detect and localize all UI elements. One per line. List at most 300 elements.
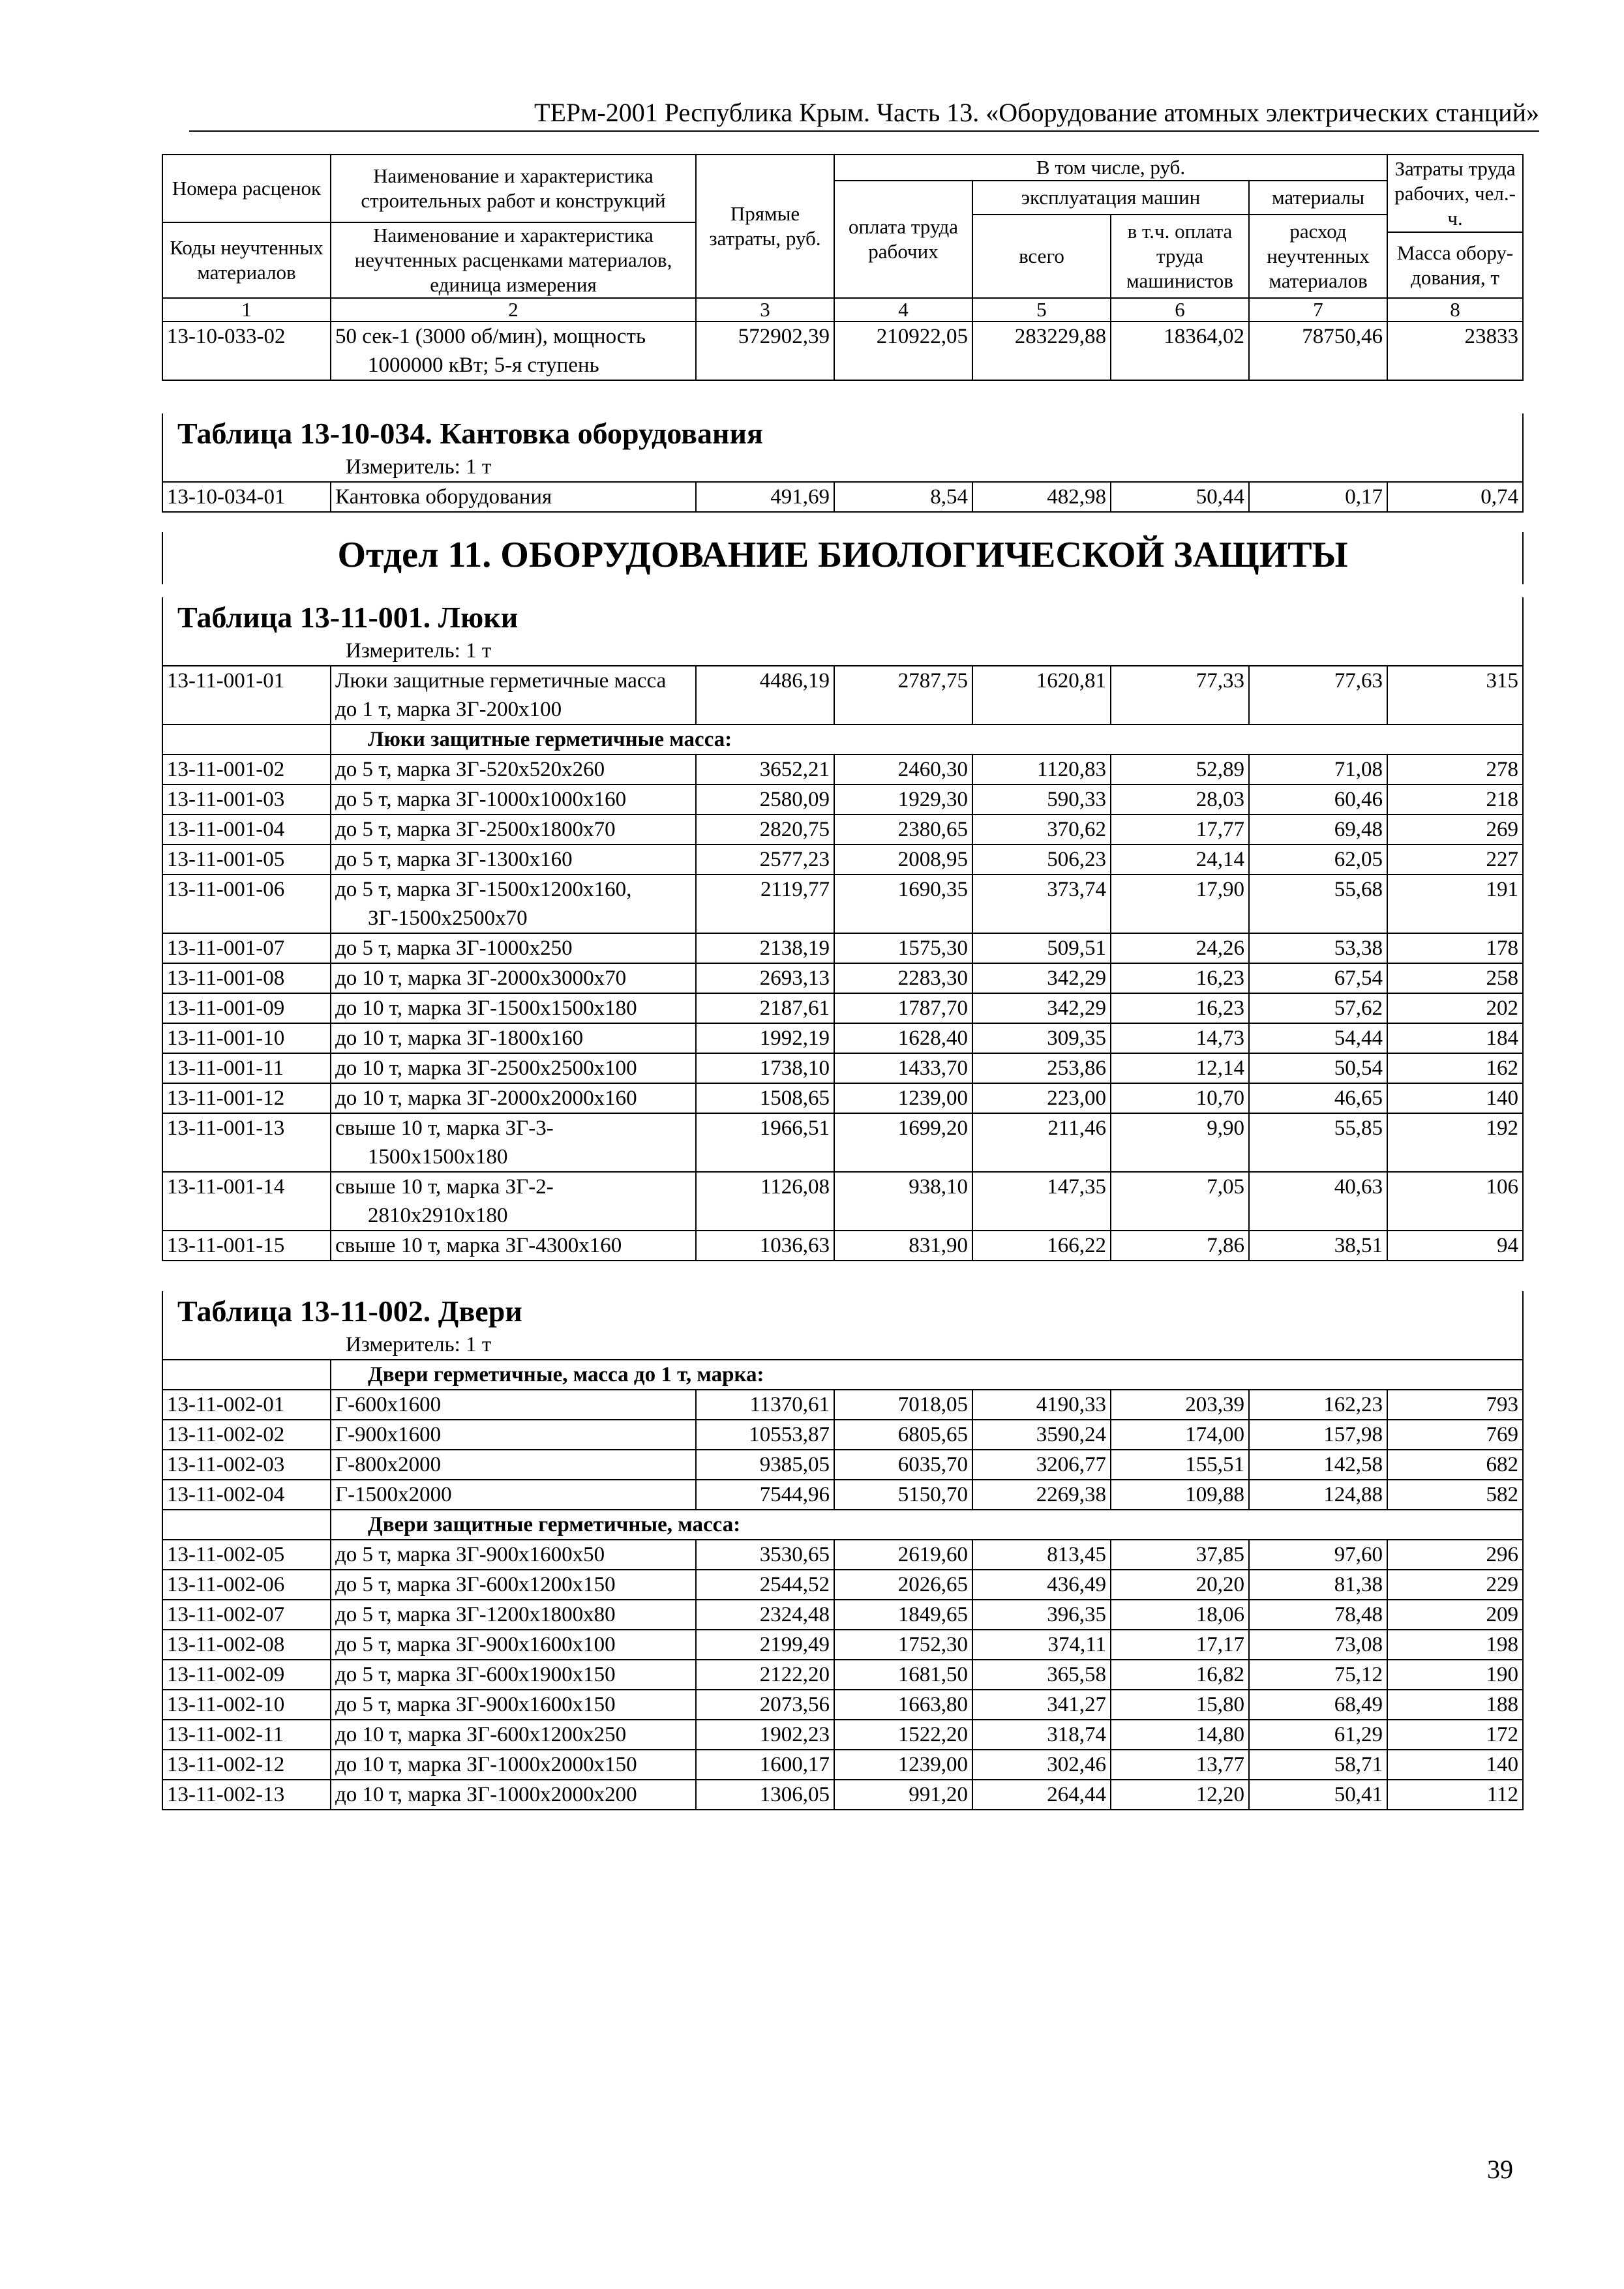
value-cell: 184 <box>1387 1023 1523 1053</box>
value-cell: 1966,51 <box>696 1113 834 1172</box>
value-cell: 7018,05 <box>834 1390 972 1420</box>
value-cell: 2380,65 <box>834 815 972 845</box>
value-cell: 178 <box>1387 933 1523 963</box>
spacer <box>162 1261 1523 1291</box>
value-cell: 436,49 <box>972 1570 1111 1600</box>
price-table <box>162 154 1524 1810</box>
value-cell: 296 <box>1387 1540 1523 1570</box>
value-cell: 75,12 <box>1249 1660 1387 1690</box>
work-name: до 10 т, марка ЗГ-1000х2000х150 <box>331 1750 696 1780</box>
rate-code: 13-10-034-01 <box>162 482 331 512</box>
value-cell: 174,00 <box>1111 1420 1249 1450</box>
table-title-row <box>162 1291 1523 1330</box>
value-cell: 283229,88 <box>972 322 1111 380</box>
value-cell: 2619,60 <box>834 1540 972 1570</box>
value-cell: 14,73 <box>1111 1023 1249 1053</box>
header-materials-sub: расход неучтенных материалов <box>1249 215 1387 298</box>
value-cell: 509,51 <box>972 933 1111 963</box>
value-cell: 2787,75 <box>834 666 972 725</box>
work-name: до 10 т, марка ЗГ-2500х2500х100 <box>331 1053 696 1083</box>
value-cell: 1690,35 <box>834 875 972 933</box>
table-title: Таблица 13-10-034. Кантовка оборудования <box>162 413 1523 453</box>
group-heading: Люки защитные герметичные масса: <box>331 725 1523 755</box>
value-cell: 1681,50 <box>834 1660 972 1690</box>
work-name: свыше 10 т, марка ЗГ-4300х160 <box>331 1231 696 1261</box>
value-cell: 506,23 <box>972 845 1111 875</box>
table-row <box>162 1690 1523 1720</box>
value-cell: 112 <box>1387 1780 1523 1810</box>
value-cell: 58,71 <box>1249 1750 1387 1780</box>
value-cell: 191 <box>1387 875 1523 933</box>
measure-row <box>162 1330 1523 1360</box>
rate-code: 13-11-002-06 <box>162 1570 331 1600</box>
column-number: 6 <box>1111 298 1249 322</box>
work-name: Г-1500х2000 <box>331 1480 696 1510</box>
value-cell: 0,74 <box>1387 482 1523 512</box>
value-cell: 46,65 <box>1249 1083 1387 1113</box>
header-rule <box>189 130 1539 132</box>
value-cell: 50,54 <box>1249 1053 1387 1083</box>
header-labor-pay: оплата труда рабочих <box>834 181 972 298</box>
value-cell: 813,45 <box>972 1540 1111 1570</box>
value-cell: 77,63 <box>1249 666 1387 725</box>
value-cell: 55,68 <box>1249 875 1387 933</box>
group-heading: Двери защитные герметичные, масса: <box>331 1510 1523 1540</box>
value-cell: 370,62 <box>972 815 1111 845</box>
table-row <box>162 933 1523 963</box>
table-row <box>162 1390 1523 1420</box>
value-cell: 77,33 <box>1111 666 1249 725</box>
rate-code: 13-11-001-09 <box>162 993 331 1023</box>
value-cell: 2119,77 <box>696 875 834 933</box>
value-cell: 7,05 <box>1111 1172 1249 1231</box>
rate-code: 13-11-001-13 <box>162 1113 331 1172</box>
value-cell: 3530,65 <box>696 1540 834 1570</box>
value-cell: 4486,19 <box>696 666 834 725</box>
rate-code: 13-11-001-15 <box>162 1231 331 1261</box>
value-cell: 769 <box>1387 1420 1523 1450</box>
work-name: Люки защитные герметичные масса до 1 т, марка ЗГ-200х100 <box>331 666 696 725</box>
column-number: 1 <box>162 298 331 322</box>
rate-code: 13-11-002-01 <box>162 1390 331 1420</box>
value-cell: 1433,70 <box>834 1053 972 1083</box>
value-cell: 57,62 <box>1249 993 1387 1023</box>
value-cell: 1600,17 <box>696 1750 834 1780</box>
work-name: до 5 т, марка ЗГ-900х1600х100 <box>331 1630 696 1660</box>
value-cell: 7544,96 <box>696 1480 834 1510</box>
value-cell: 78750,46 <box>1249 322 1387 380</box>
table-row <box>162 1083 1523 1113</box>
price-table-frame <box>162 154 1522 2118</box>
rate-code: 13-11-002-07 <box>162 1600 331 1630</box>
value-cell: 342,29 <box>972 993 1111 1023</box>
value-cell: 14,80 <box>1111 1720 1249 1750</box>
value-cell: 53,38 <box>1249 933 1387 963</box>
value-cell: 17,77 <box>1111 815 1249 845</box>
value-cell: 590,33 <box>972 785 1111 815</box>
spacer <box>162 584 1523 597</box>
value-cell: 2138,19 <box>696 933 834 963</box>
group-code-empty <box>162 725 331 755</box>
value-cell: 2122,20 <box>696 1660 834 1690</box>
work-name: до 5 т, марка ЗГ-1000х250 <box>331 933 696 963</box>
work-name: до 5 т, марка ЗГ-900х1600х50 <box>331 1540 696 1570</box>
value-cell: 1036,63 <box>696 1231 834 1261</box>
value-cell: 2580,09 <box>696 785 834 815</box>
column-numbers-row <box>162 298 1523 322</box>
value-cell: 109,88 <box>1111 1480 1249 1510</box>
value-cell: 396,35 <box>972 1600 1111 1630</box>
value-cell: 157,98 <box>1249 1420 1387 1450</box>
table-title-row <box>162 597 1523 636</box>
value-cell: 73,08 <box>1249 1630 1387 1660</box>
measure-row <box>162 453 1523 482</box>
header-including: В том числе, руб. <box>834 155 1387 181</box>
work-name: до 10 т, марка ЗГ-2000х3000х70 <box>331 963 696 993</box>
rate-code: 13-11-001-10 <box>162 1023 331 1053</box>
value-cell: 1929,30 <box>834 785 972 815</box>
value-cell: 365,58 <box>972 1660 1111 1690</box>
header-machines-total: всего <box>972 215 1111 298</box>
value-cell: 253,86 <box>972 1053 1111 1083</box>
work-name: 50 сек-1 (3000 об/мин), мощность 1000000 кВт; 5-я ступень <box>331 322 696 380</box>
value-cell: 16,23 <box>1111 963 1249 993</box>
table-row <box>162 1420 1523 1450</box>
table-row <box>162 322 1523 380</box>
value-cell: 374,11 <box>972 1630 1111 1660</box>
header-direct-costs: Прямые затраты, руб. <box>696 155 834 298</box>
value-cell: 10,70 <box>1111 1083 1249 1113</box>
value-cell: 15,80 <box>1111 1690 1249 1720</box>
value-cell: 12,20 <box>1111 1780 1249 1810</box>
value-cell: 6805,65 <box>834 1420 972 1450</box>
value-cell: 2269,38 <box>972 1480 1111 1510</box>
page-number: 39 <box>1487 2155 1513 2184</box>
value-cell: 1628,40 <box>834 1023 972 1053</box>
table-row <box>162 963 1523 993</box>
measure-row <box>162 636 1523 666</box>
value-cell: 373,74 <box>972 875 1111 933</box>
work-name: до 5 т, марка ЗГ-600х1200х150 <box>331 1570 696 1600</box>
value-cell: 229 <box>1387 1570 1523 1600</box>
header-name-bottom: Наименование и характеристика неучтенных расценками материалов, единица измерения <box>331 222 696 298</box>
value-cell: 155,51 <box>1111 1450 1249 1480</box>
spacer <box>162 512 1523 532</box>
spacer-row <box>162 512 1523 532</box>
value-cell: 106 <box>1387 1172 1523 1231</box>
value-cell: 209 <box>1387 1600 1523 1630</box>
value-cell: 97,60 <box>1249 1540 1387 1570</box>
value-cell: 13,77 <box>1111 1750 1249 1780</box>
table-row <box>162 1172 1523 1231</box>
measure: Измеритель: 1 т <box>162 1330 1523 1360</box>
rate-code: 13-11-001-08 <box>162 963 331 993</box>
group-row <box>162 1360 1523 1390</box>
header-codes-bottom: Коды неучтенных материалов <box>162 222 331 298</box>
value-cell: 147,35 <box>972 1172 1111 1231</box>
value-cell: 2544,52 <box>696 1570 834 1600</box>
table-row <box>162 993 1523 1023</box>
table-header <box>162 155 1523 322</box>
work-name: до 5 т, марка ЗГ-900х1600х150 <box>331 1690 696 1720</box>
value-cell: 198 <box>1387 1630 1523 1660</box>
table-row <box>162 1480 1523 1510</box>
value-cell: 94 <box>1387 1231 1523 1261</box>
table-row <box>162 755 1523 785</box>
value-cell: 278 <box>1387 755 1523 785</box>
value-cell: 2577,23 <box>696 845 834 875</box>
value-cell: 211,46 <box>972 1113 1111 1172</box>
value-cell: 210922,05 <box>834 322 972 380</box>
rate-code: 13-11-001-14 <box>162 1172 331 1231</box>
table-body <box>162 322 1523 1810</box>
rate-code: 13-11-002-08 <box>162 1630 331 1660</box>
value-cell: 315 <box>1387 666 1523 725</box>
value-cell: 140 <box>1387 1083 1523 1113</box>
value-cell: 55,85 <box>1249 1113 1387 1172</box>
value-cell: 38,51 <box>1249 1231 1387 1261</box>
value-cell: 10553,87 <box>696 1420 834 1450</box>
value-cell: 140 <box>1387 1750 1523 1780</box>
value-cell: 1120,83 <box>972 755 1111 785</box>
group-code-empty <box>162 1510 331 1540</box>
work-name: до 10 т, марка ЗГ-600х1200х250 <box>331 1720 696 1750</box>
value-cell: 2460,30 <box>834 755 972 785</box>
value-cell: 2199,49 <box>696 1630 834 1660</box>
table-row <box>162 1540 1523 1570</box>
value-cell: 1306,05 <box>696 1780 834 1810</box>
value-cell: 162,23 <box>1249 1390 1387 1420</box>
value-cell: 1738,10 <box>696 1053 834 1083</box>
value-cell: 68,49 <box>1249 1690 1387 1720</box>
value-cell: 24,26 <box>1111 933 1249 963</box>
value-cell: 258 <box>1387 963 1523 993</box>
value-cell: 20,20 <box>1111 1570 1249 1600</box>
value-cell: 202 <box>1387 993 1523 1023</box>
table-row <box>162 875 1523 933</box>
table-row <box>162 1780 1523 1810</box>
rate-code: 13-11-001-03 <box>162 785 331 815</box>
table-row <box>162 815 1523 845</box>
value-cell: 162 <box>1387 1053 1523 1083</box>
value-cell: 1992,19 <box>696 1023 834 1053</box>
value-cell: 309,35 <box>972 1023 1111 1053</box>
value-cell: 24,14 <box>1111 845 1249 875</box>
value-cell: 1522,20 <box>834 1720 972 1750</box>
table-row <box>162 482 1523 512</box>
value-cell: 2324,48 <box>696 1600 834 1630</box>
table-row <box>162 1450 1523 1480</box>
value-cell: 28,03 <box>1111 785 1249 815</box>
value-cell: 482,98 <box>972 482 1111 512</box>
work-name: до 10 т, марка ЗГ-1000х2000х200 <box>331 1780 696 1810</box>
spacer-row <box>162 584 1523 597</box>
rate-code: 13-11-001-05 <box>162 845 331 875</box>
work-name: до 10 т, марка ЗГ-1800х160 <box>331 1023 696 1053</box>
value-cell: 831,90 <box>834 1231 972 1261</box>
work-name: до 5 т, марка ЗГ-1300х160 <box>331 845 696 875</box>
value-cell: 23833 <box>1387 322 1523 380</box>
column-number: 8 <box>1387 298 1523 322</box>
value-cell: 9,90 <box>1111 1113 1249 1172</box>
value-cell: 1126,08 <box>696 1172 834 1231</box>
value-cell: 81,38 <box>1249 1570 1387 1600</box>
work-name: до 5 т, марка ЗГ-1200х1800х80 <box>331 1600 696 1630</box>
value-cell: 227 <box>1387 845 1523 875</box>
value-cell: 67,54 <box>1249 963 1387 993</box>
rate-code: 13-11-002-02 <box>162 1420 331 1450</box>
section-title: Отдел 11. ОБОРУДОВАНИЕ БИОЛОГИЧЕСКОЙ ЗАЩИТЫ <box>162 532 1523 584</box>
value-cell: 0,17 <box>1249 482 1387 512</box>
value-cell: 37,85 <box>1111 1540 1249 1570</box>
value-cell: 188 <box>1387 1690 1523 1720</box>
section-title-row <box>162 532 1523 584</box>
column-number: 5 <box>972 298 1111 322</box>
rate-code: 13-11-001-12 <box>162 1083 331 1113</box>
value-cell: 4190,33 <box>972 1390 1111 1420</box>
value-cell: 1508,65 <box>696 1083 834 1113</box>
rate-code: 13-11-002-05 <box>162 1540 331 1570</box>
value-cell: 2008,95 <box>834 845 972 875</box>
running-header: ТЕРм-2001 Республика Крым. Часть 13. «Оборудование атомных электрических станций» <box>534 98 1539 127</box>
value-cell: 61,29 <box>1249 1720 1387 1750</box>
value-cell: 142,58 <box>1249 1450 1387 1480</box>
value-cell: 166,22 <box>972 1231 1111 1261</box>
value-cell: 17,17 <box>1111 1630 1249 1660</box>
table-row <box>162 1231 1523 1261</box>
value-cell: 18,06 <box>1111 1600 1249 1630</box>
header-materials: материалы <box>1249 181 1387 215</box>
value-cell: 9385,05 <box>696 1450 834 1480</box>
rate-code: 13-11-001-11 <box>162 1053 331 1083</box>
value-cell: 342,29 <box>972 963 1111 993</box>
value-cell: 1239,00 <box>834 1083 972 1113</box>
rate-code: 13-11-001-04 <box>162 815 331 845</box>
value-cell: 60,46 <box>1249 785 1387 815</box>
value-cell: 50,44 <box>1111 482 1249 512</box>
value-cell: 16,23 <box>1111 993 1249 1023</box>
value-cell: 1849,65 <box>834 1600 972 1630</box>
value-cell: 491,69 <box>696 482 834 512</box>
value-cell: 1787,70 <box>834 993 972 1023</box>
value-cell: 3652,21 <box>696 755 834 785</box>
rate-code: 13-11-002-11 <box>162 1720 331 1750</box>
value-cell: 2820,75 <box>696 815 834 845</box>
work-name: Г-600х1600 <box>331 1390 696 1420</box>
table-row <box>162 1660 1523 1690</box>
value-cell: 582 <box>1387 1480 1523 1510</box>
value-cell: 793 <box>1387 1390 1523 1420</box>
value-cell: 318,74 <box>972 1720 1111 1750</box>
group-row <box>162 725 1523 755</box>
value-cell: 8,54 <box>834 482 972 512</box>
value-cell: 40,63 <box>1249 1172 1387 1231</box>
table-title: Таблица 13-11-001. Люки <box>162 597 1523 636</box>
header-machines: эксплуатация машин <box>972 181 1249 215</box>
header-name-top: Наименование и характеристика строительных работ и конструкций <box>331 155 696 222</box>
value-cell: 1902,23 <box>696 1720 834 1750</box>
table-row <box>162 1023 1523 1053</box>
value-cell: 1752,30 <box>834 1630 972 1660</box>
table-row <box>162 1113 1523 1172</box>
value-cell: 302,46 <box>972 1750 1111 1780</box>
header-equipment-mass: Масса обору- дования, т <box>1387 232 1523 298</box>
value-cell: 1239,00 <box>834 1750 972 1780</box>
value-cell: 124,88 <box>1249 1480 1387 1510</box>
value-cell: 2073,56 <box>696 1690 834 1720</box>
header-machinists-pay: в т.ч. оплата труда машинистов <box>1111 215 1249 298</box>
work-name: до 5 т, марка ЗГ-1000х1000х160 <box>331 785 696 815</box>
spacer-row <box>162 380 1523 413</box>
column-number: 7 <box>1249 298 1387 322</box>
rate-code: 13-11-002-04 <box>162 1480 331 1510</box>
value-cell: 203,39 <box>1111 1390 1249 1420</box>
value-cell: 341,27 <box>972 1690 1111 1720</box>
value-cell: 572902,39 <box>696 322 834 380</box>
value-cell: 78,48 <box>1249 1600 1387 1630</box>
rate-code: 13-11-002-03 <box>162 1450 331 1480</box>
rate-code: 13-11-002-13 <box>162 1780 331 1810</box>
value-cell: 2187,61 <box>696 993 834 1023</box>
value-cell: 2693,13 <box>696 963 834 993</box>
measure: Измеритель: 1 т <box>162 636 1523 666</box>
value-cell: 18364,02 <box>1111 322 1249 380</box>
rate-code: 13-11-002-12 <box>162 1750 331 1780</box>
value-cell: 269 <box>1387 815 1523 845</box>
value-cell: 6035,70 <box>834 1450 972 1480</box>
value-cell: 1575,30 <box>834 933 972 963</box>
table-row <box>162 666 1523 725</box>
column-number: 4 <box>834 298 972 322</box>
spacer-row <box>162 1261 1523 1291</box>
value-cell: 991,20 <box>834 1780 972 1810</box>
value-cell: 1620,81 <box>972 666 1111 725</box>
header-codes-top: Номера расценок <box>162 155 331 222</box>
group-heading: Двери герметичные, масса до 1 т, марка: <box>331 1360 1523 1390</box>
rate-code: 13-11-002-09 <box>162 1660 331 1690</box>
value-cell: 52,89 <box>1111 755 1249 785</box>
value-cell: 682 <box>1387 1450 1523 1480</box>
work-name: Кантовка оборудования <box>331 482 696 512</box>
work-name: до 5 т, марка ЗГ-2500х1800х70 <box>331 815 696 845</box>
value-cell: 218 <box>1387 785 1523 815</box>
value-cell: 2283,30 <box>834 963 972 993</box>
value-cell: 938,10 <box>834 1172 972 1231</box>
value-cell: 190 <box>1387 1660 1523 1690</box>
value-cell: 3590,24 <box>972 1420 1111 1450</box>
value-cell: 223,00 <box>972 1083 1111 1113</box>
work-name: Г-800х2000 <box>331 1450 696 1480</box>
rate-code: 13-11-001-01 <box>162 666 331 725</box>
work-name: Г-900х1600 <box>331 1420 696 1450</box>
rate-code: 13-11-002-10 <box>162 1690 331 1720</box>
work-name: до 10 т, марка ЗГ-2000х2000х160 <box>331 1083 696 1113</box>
value-cell: 5150,70 <box>834 1480 972 1510</box>
value-cell: 2026,65 <box>834 1570 972 1600</box>
table-title-row <box>162 413 1523 453</box>
value-cell: 62,05 <box>1249 845 1387 875</box>
work-name: до 5 т, марка ЗГ-1500х1200х160, ЗГ-1500х2500х70 <box>331 875 696 933</box>
table-row <box>162 1570 1523 1600</box>
value-cell: 172 <box>1387 1720 1523 1750</box>
table-row <box>162 1600 1523 1630</box>
measure: Измеритель: 1 т <box>162 453 1523 482</box>
rate-code: 13-11-001-07 <box>162 933 331 963</box>
value-cell: 71,08 <box>1249 755 1387 785</box>
value-cell: 54,44 <box>1249 1023 1387 1053</box>
work-name: до 5 т, марка ЗГ-520х520х260 <box>331 755 696 785</box>
rate-code: 13-10-033-02 <box>162 322 331 380</box>
